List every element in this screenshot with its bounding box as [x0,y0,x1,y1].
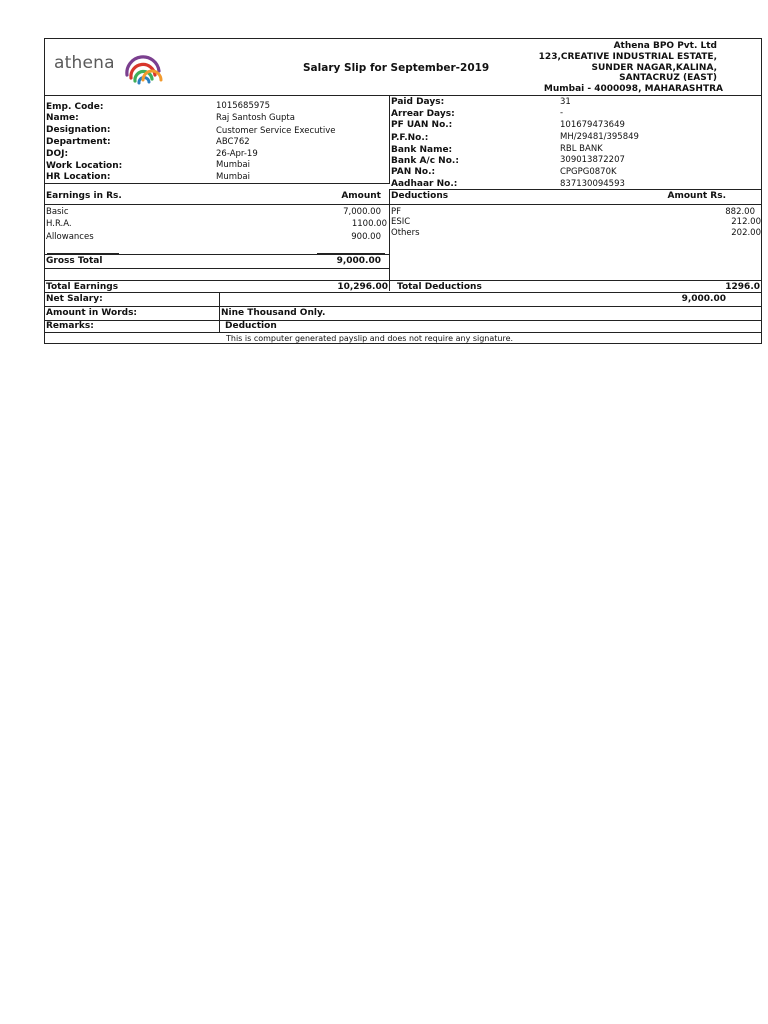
divider [389,95,390,183]
company-address-line: 123,CREATIVE INDUSTRIAL ESTATE, [538,52,717,62]
footer-note: This is computer generated payslip and does not require any signature. [226,334,514,343]
field-value: Customer Service Executive [216,126,336,136]
field-label: PAN No.: [391,167,436,177]
net-salary-label: Net Salary: [46,294,103,304]
field-value: RBL BANK [560,144,603,154]
field-label: Aadhaar No.: [391,179,458,189]
deductions-amount-header: Amount Rs. [667,191,726,201]
earning-amount: 1100.00 [351,219,387,229]
field-value: Raj Santosh Gupta [216,113,295,123]
company-logo-text: athena [54,53,115,73]
field-label: P.F.No.: [391,133,429,143]
divider [45,268,390,269]
deduction-label: Others [391,228,420,238]
field-label: Emp. Code: [46,102,104,112]
field-label: Name: [46,113,79,123]
divider [45,254,390,255]
divider [389,189,390,291]
deduction-label: PF [391,207,402,217]
slip-title: Salary Slip for September-2019 [303,62,490,74]
earning-label: H.R.A. [46,219,72,229]
company-logo-icon [123,49,165,85]
earning-amount: 7,000.00 [343,207,381,217]
gross-total-label: Gross Total [46,256,103,266]
deduction-amount: 202.00 [731,228,761,238]
amount-in-words-label: Amount in Words: [46,308,138,318]
field-value: - [560,108,564,118]
divider [45,280,761,281]
divider [389,189,761,190]
field-label: HR Location: [46,172,111,182]
deduction-amount: 882.00 [725,207,755,217]
divider [219,292,220,332]
amount-in-words-value: Nine Thousand Only. [221,308,326,318]
field-label: Bank A/c No.: [391,156,459,166]
deduction-label: ESIC [391,217,411,227]
remarks-label: Remarks: [46,321,94,331]
field-label: Designation: [46,125,111,135]
field-value: 1015685975 [216,101,271,111]
earning-amount: 900.00 [351,232,381,242]
field-label: Department: [46,137,111,147]
field-value: 837130094593 [560,179,625,189]
net-salary-amount: 9,000.00 [681,294,726,304]
earning-label: Basic [46,207,69,217]
field-value: 31 [560,97,571,107]
total-earnings-label: Total Earnings [46,282,119,292]
field-value: Mumbai [216,172,250,182]
field-label: Arrear Days: [391,109,455,119]
field-value: 309013872207 [560,155,625,165]
field-label: Bank Name: [391,145,453,155]
total-deductions-amount: 1296.0 [725,282,760,292]
earnings-amount-header: Amount [341,191,381,201]
deductions-header: Deductions [391,191,449,201]
divider [45,204,761,205]
company-address-line: SANTACRUZ (EAST) [619,73,717,83]
divider [45,95,761,96]
salary-slip [44,38,762,344]
divider [45,292,761,293]
deduction-amount: 212.00 [731,217,761,227]
field-label: Paid Days: [391,97,445,107]
divider [45,183,390,184]
total-earnings-amount: 10,296.00 [337,282,388,292]
field-label: DOJ: [46,149,69,159]
gross-total-amount: 9,000.00 [336,256,381,266]
company-name: Athena BPO Pvt. Ltd [613,41,717,51]
field-value: ABC762 [216,137,250,147]
total-deductions-label: Total Deductions [397,282,482,292]
field-value: 101679473649 [560,120,625,130]
company-address-line: Mumbai - 4000098, MAHARASHTRA [543,84,723,94]
divider [45,320,761,321]
field-label: Work Location: [46,161,123,171]
remarks-value: Deduction [225,321,277,331]
earnings-header: Earnings in Rs. [46,191,122,201]
field-value: 26-Apr-19 [216,149,258,159]
company-address-line: SUNDER NAGAR,KALINA, [591,63,717,73]
earning-label: Allowances [46,232,94,242]
field-value: CPGPG0870K [560,167,617,177]
field-value: MH/29481/395849 [560,132,639,142]
field-value: Mumbai [216,160,250,170]
divider [45,306,761,307]
field-label: PF UAN No.: [391,120,453,130]
